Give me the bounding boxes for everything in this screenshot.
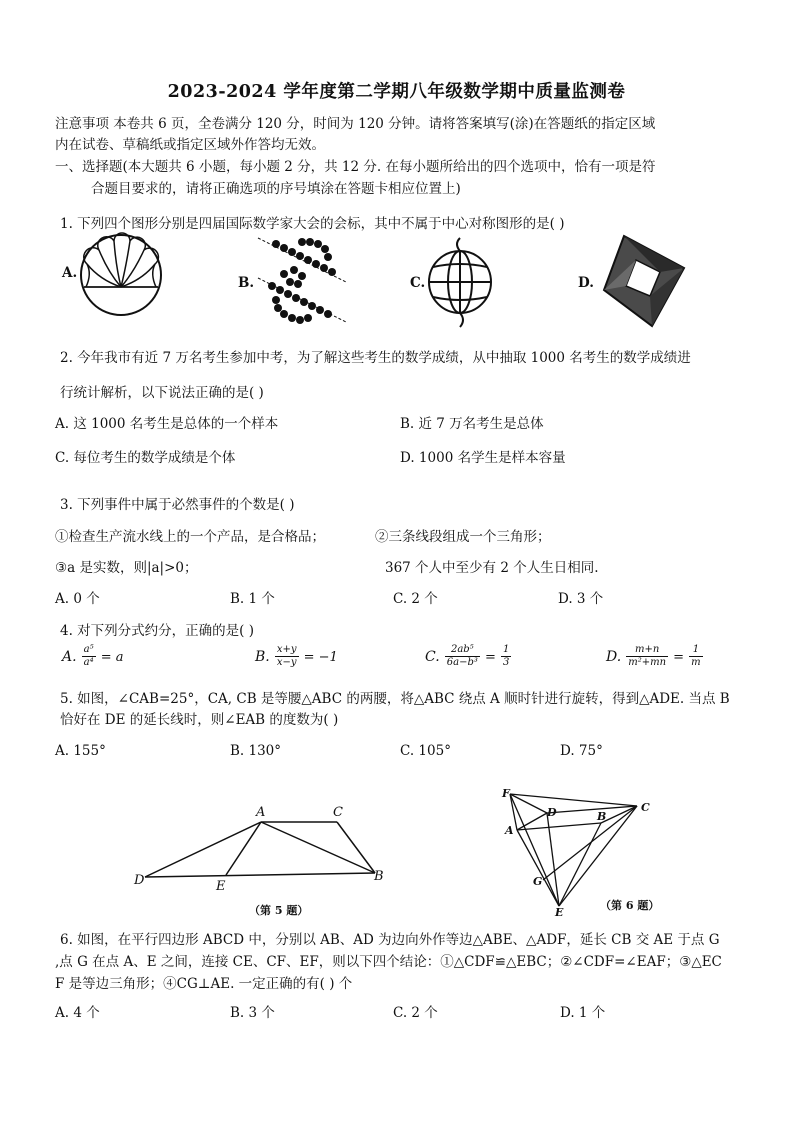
q3-event-2: ②三条线段组成一个三角形；: [375, 529, 551, 545]
q6-caption: （第 6 题）: [600, 899, 660, 912]
q2-option-c: C. 每位考生的数学成绩是个体: [55, 450, 236, 466]
q4-b-fraction: $\frac{x+y}{x-y}$: [276, 644, 297, 668]
q6-point-f: F: [502, 787, 510, 800]
q6-option-a: A. 4 个: [55, 1005, 100, 1021]
q6-point-e: E: [555, 906, 564, 917]
q4-stem: 4. 对下列分式约分，正确的是( ): [60, 623, 254, 639]
q2-stem-2: 行统计解析，以下说法正确的是( ): [60, 385, 264, 401]
q1-label-d: D.: [578, 275, 594, 291]
q1-emblem-d: [600, 232, 690, 330]
q5-stem-1: 5. 如图，∠CAB=25°，CA, CB 是等腰△ABC 的两腰，将△ABC 绕点 A 顺时针进行旋转，得到△ADE. 当点 B: [60, 691, 730, 707]
notice-line-2: 内在试卷、草稿纸或指定区域外作答均无效。: [55, 137, 325, 153]
q6-option-b: B. 3 个: [230, 1005, 275, 1021]
q4-c-rhs-fraction: $\frac{1}{3}$: [502, 644, 510, 668]
q4-b-rhs: = −1: [303, 650, 338, 665]
q5-point-c: C: [333, 805, 343, 820]
q6-stem-1: 6. 如图，在平行四边形 ABCD 中，分别以 AB、AD 为边向外作等边△ABE、△ADF，延长 CB 交 AE 于点 G: [60, 932, 720, 948]
q3-event-4: 367 个人中至少有 2 个人生日相同.: [385, 560, 599, 576]
notice-line-1: 注意事项 本卷共 6 页，全卷满分 120 分，时间为 120 分钟。请将答案填写(涂)在答题纸的指定区域: [55, 116, 656, 132]
q6-point-d: D: [547, 806, 557, 819]
q5-caption: （第 5 题）: [249, 904, 309, 917]
q6-option-d: D. 1 个: [560, 1005, 606, 1021]
q2-option-b: B. 近 7 万名考生是总体: [400, 416, 544, 432]
q3-event-1: ①检查生产流水线上的一个产品，是合格品；: [55, 529, 325, 545]
q3-stem: 3. 下列事件中属于必然事件的个数是( ): [60, 497, 295, 513]
q4-d-rhs-fraction: $\frac{1}{m}$: [691, 644, 701, 668]
q4-option-a: [62, 644, 124, 669]
q3-option-c: C. 2 个: [393, 591, 438, 607]
q4-option-d: D. $\frac{m+n}{\text{m²+mn}}$ = $\frac{1}{m}$: [606, 644, 701, 668]
section-heading-line-1: 一、选择题(本大题共 6 小题，每小题 2 分，共 12 分. 在每小题所给出的四个选项中，恰有一项是符: [55, 159, 656, 175]
q5-option-b: B. 130°: [230, 743, 282, 759]
q5-point-d: D: [134, 873, 145, 888]
q3-option-a: A. 0 个: [55, 591, 100, 607]
q5-option-d: D. 75°: [560, 743, 603, 759]
section-heading-line-2: 合题目要求的，请将正确选项的序号填涂在答题卡相应位置上): [91, 181, 461, 197]
q1-label-b: B.: [238, 275, 255, 291]
q4-a-rhs: = a: [100, 650, 124, 665]
q4-option-c: C. $\frac{\text{2ab⁵}}{\text{6a−b³}}$ = $\frac{1}{3}$: [425, 644, 510, 668]
q2-option-a: A. 这 1000 名考生是总体的一个样本: [55, 416, 279, 432]
q5-point-e: E: [216, 879, 226, 890]
q6-point-b: B: [597, 810, 607, 823]
q2-stem-1: 2. 今年我市有近 7 万名考生参加中考，为了解这些考生的数学成绩，从中抽取 1000 名考生的数学成绩进: [60, 350, 691, 366]
q2-option-d: D. 1000 名学生是样本容量: [400, 450, 566, 466]
q5-option-a: A. 155°: [55, 743, 106, 759]
q4-option-b: [255, 644, 338, 669]
q3-option-b: B. 1 个: [230, 591, 275, 607]
q4-a-label: A.: [62, 649, 77, 665]
q5-point-a: A: [256, 805, 266, 820]
page-title: 2023-2024 学年度第二学期八年级数学期中质量监测卷: [167, 82, 626, 102]
q6-point-c: C: [641, 801, 650, 814]
q3-option-d: D. 3 个: [558, 591, 604, 607]
q6-point-g: G: [533, 875, 543, 888]
q4-d-fraction: $\frac{m+n}{\text{m²+mn}}$: [628, 644, 667, 668]
q1-label-c: C.: [410, 275, 426, 291]
q5-segment-db: [145, 873, 375, 877]
q4-c-fraction: $\frac{\text{2ab⁵}}{\text{6a−b³}}$: [446, 644, 478, 668]
q6-option-c: C. 2 个: [393, 1005, 438, 1021]
q5-point-b: B: [374, 869, 384, 884]
q5-figure: [130, 800, 400, 890]
q4-c-label: C.: [425, 649, 440, 665]
q4-a-fraction: $\frac{\text{a⁵}}{\text{a⁴}}$: [83, 644, 94, 668]
q1-label-a: A.: [62, 265, 78, 281]
q3-event-3: ③a 是实数，则|a|>0；: [55, 560, 198, 576]
q4-b-label: B.: [255, 649, 270, 665]
q5-option-c: C. 105°: [400, 743, 451, 759]
q1-emblem-b: [254, 234, 350, 326]
q4-d-label: D.: [606, 649, 622, 665]
q6-stem-3: F 是等边三角形；④CG⊥AE. 一定正确的有( ) 个: [55, 976, 353, 992]
q6-stem-2: ,点 G 在点 A、E 之间，连接 CE、CF、EF，则以下四个结论：①△CDF≌△EBC；②∠CDF=∠EAF；③△EC: [55, 954, 722, 970]
q5-stem-2: 恰好在 DE 的延长线时，则∠EAB 的度数为( ): [60, 712, 339, 728]
q6-point-a: A: [505, 824, 514, 837]
q5-segment-ab: [261, 822, 375, 873]
q1-stem: 1. 下列四个图形分别是四届国际数学家大会的会标，其中不属于中心对称图形的是( ): [60, 216, 565, 232]
q5-segment-cb: [337, 822, 375, 873]
q1-emblem-c: [426, 234, 498, 330]
q1-emblem-a: [78, 232, 164, 318]
